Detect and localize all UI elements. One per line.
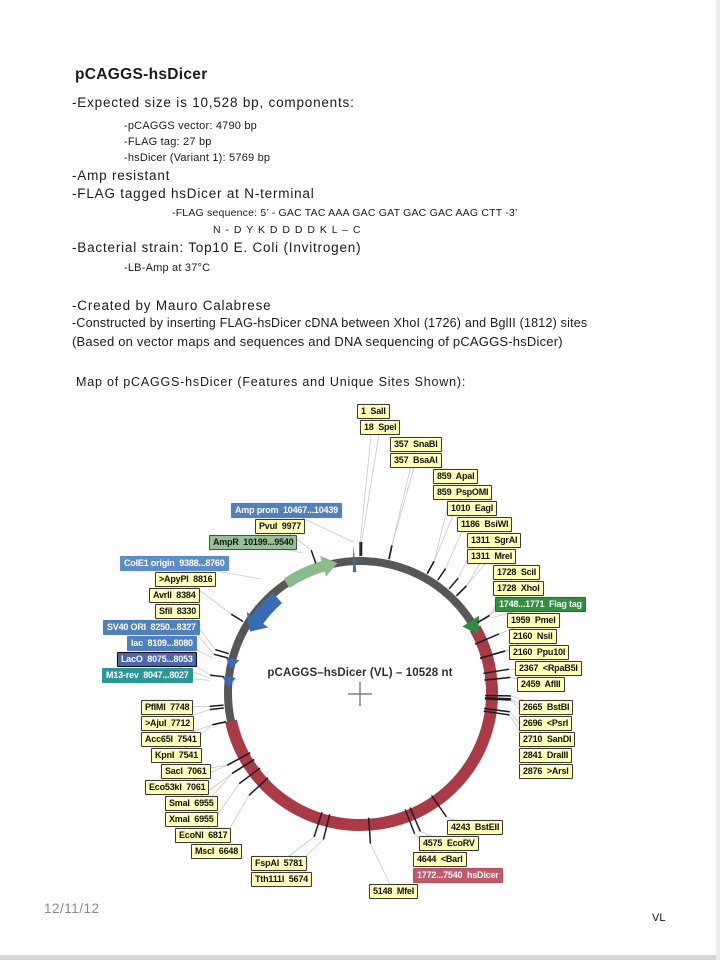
map-heading: Map of pCAGGS-hsDicer (Features and Unique Sites Shown): [76,375,467,389]
enzyme-site-label: XmaI 6955 [165,812,218,827]
enzyme-site-label: 1728 XhoI [493,581,544,596]
enzyme-site-label: 1010 EagI [447,501,497,516]
enzyme-site-label: EcoNI 6817 [175,828,231,843]
bullet-bacterial-strain: -Bacterial strain: Top10 E. Coli (Invitrogen) [72,240,362,255]
enzyme-site-label: 2160 Ppu10I [509,645,569,660]
bullet-pcaggs-vector: -pCAGGS vector: 4790 bp [124,120,257,132]
enzyme-site-label: 1 SalI [357,404,390,419]
enzyme-site-label: 18 SpeI [360,420,400,435]
laco-label: LacO 8075...8053 [117,652,197,667]
enzyme-site-label: 5148 MfeI [369,884,418,899]
enzyme-site-label: 4644 <BarI [413,852,467,867]
enzyme-site-label: 1728 SciI [493,565,540,580]
enzyme-site-label: 1311 MreI [467,549,516,564]
flag-tag-label: 1748...1771 Flag tag [495,597,586,612]
enzyme-site-label: 4243 BstEII [447,820,503,835]
enzyme-site-label: MscI 6648 [191,844,242,859]
plasmid-map-svg [0,390,720,910]
enzyme-site-label: 2696 <PsrI [519,716,572,731]
footer-date: 12/11/12 [44,901,100,916]
ampr-label: AmpR 10199...9540 [209,535,297,550]
enzyme-site-label: Eco53kI 7061 [145,780,209,795]
plasmid-center-label: pCAGGS–hsDicer (VL) – 10528 nt [267,667,453,679]
enzyme-site-label: 859 PspOMI [433,485,492,500]
enzyme-site-label: 2665 BstBI [519,700,573,715]
lac-label: lac 8109...8080 [127,636,197,651]
enzyme-site-label: 1186 BsiWI [457,517,512,532]
bullet-hsdicer-variant: -hsDicer (Variant 1): 5769 bp [124,152,271,164]
enzyme-site-label: >ApyPI 8816 [155,572,216,587]
enzyme-site-label: 2841 DraIII [519,748,572,763]
bullet-flag-tagged: -FLAG tagged hsDicer at N-terminal [72,186,315,201]
cole1-origin-label: ColE1 origin 9388...8760 [120,556,229,571]
bullet-flag-peptide: N - D Y K D D D D K L – C [213,224,362,236]
bullet-amp-resistant: -Amp resistant [72,168,171,183]
bullet-lb-amp: -LB-Amp at 37°C [124,262,211,274]
enzyme-site-label: 2160 NsiI [509,629,557,644]
bullet-expected-size: -Expected size is 10,528 bp, components: [72,95,355,110]
enzyme-site-label: Acc65I 7541 [141,732,201,747]
enzyme-site-label: 2367 <RpaB5I [515,661,582,676]
amp-prom-label: Amp prom 10467...10439 [231,503,342,518]
enzyme-site-label: 4575 EcoRV [419,836,479,851]
enzyme-site-label: 357 BsaAI [390,453,442,468]
bullet-based-on: (Based on vector maps and sequences and DNA sequencing of pCAGGS-hsDicer) [72,334,563,349]
enzyme-site-label: PflMI 7748 [141,700,193,715]
enzyme-site-label: >AjuI 7712 [141,716,194,731]
enzyme-site-label: 2876 >ArsI [519,764,573,779]
plasmid-map [0,390,720,910]
footer-initials: VL [652,912,666,924]
enzyme-site-label: 859 ApaI [433,469,478,484]
enzyme-site-label: AvrII 8384 [149,588,200,603]
enzyme-site-label: 1959 PmeI [507,613,560,628]
page-title: pCAGGS-hsDicer [75,66,208,83]
enzyme-site-label: 2459 AflII [517,677,565,692]
page-bottom-edge [0,955,720,960]
bullet-flag-tag: -FLAG tag: 27 bp [124,136,212,148]
enzyme-site-label: 357 SnaBI [390,437,442,452]
sv40-ori-label: SV40 ORI 8250...8327 [103,620,200,635]
enzyme-site-label: 2710 SanDI [519,732,575,747]
enzyme-site-label: PvuI 9977 [255,519,305,534]
bullet-flag-sequence: -FLAG sequence: 5’ - GAC TAC AAA GAC GAT GAC GAC AAG CTT -3’ [172,207,518,219]
bullet-constructed-by: -Constructed by inserting FLAG-hsDicer cDNA between XhoI (1726) and BglII (1812) sites [72,316,588,330]
enzyme-site-label: KpnI 7541 [151,748,202,763]
bullet-created-by: -Created by Mauro Calabrese [72,298,272,313]
m13-rev-label: M13-rev 8047...8027 [102,668,193,683]
enzyme-site-label: Tth111I 5674 [251,872,312,887]
enzyme-site-label: SmaI 6955 [165,796,218,811]
enzyme-site-label: FspAI 5781 [251,856,307,871]
enzyme-site-label: SacI 7061 [161,764,211,779]
enzyme-site-label: SfiI 8330 [155,604,200,619]
enzyme-site-label: 1311 SgrAI [467,533,521,548]
hsdicer-label: 1772...7540 hsDicer [413,868,503,883]
